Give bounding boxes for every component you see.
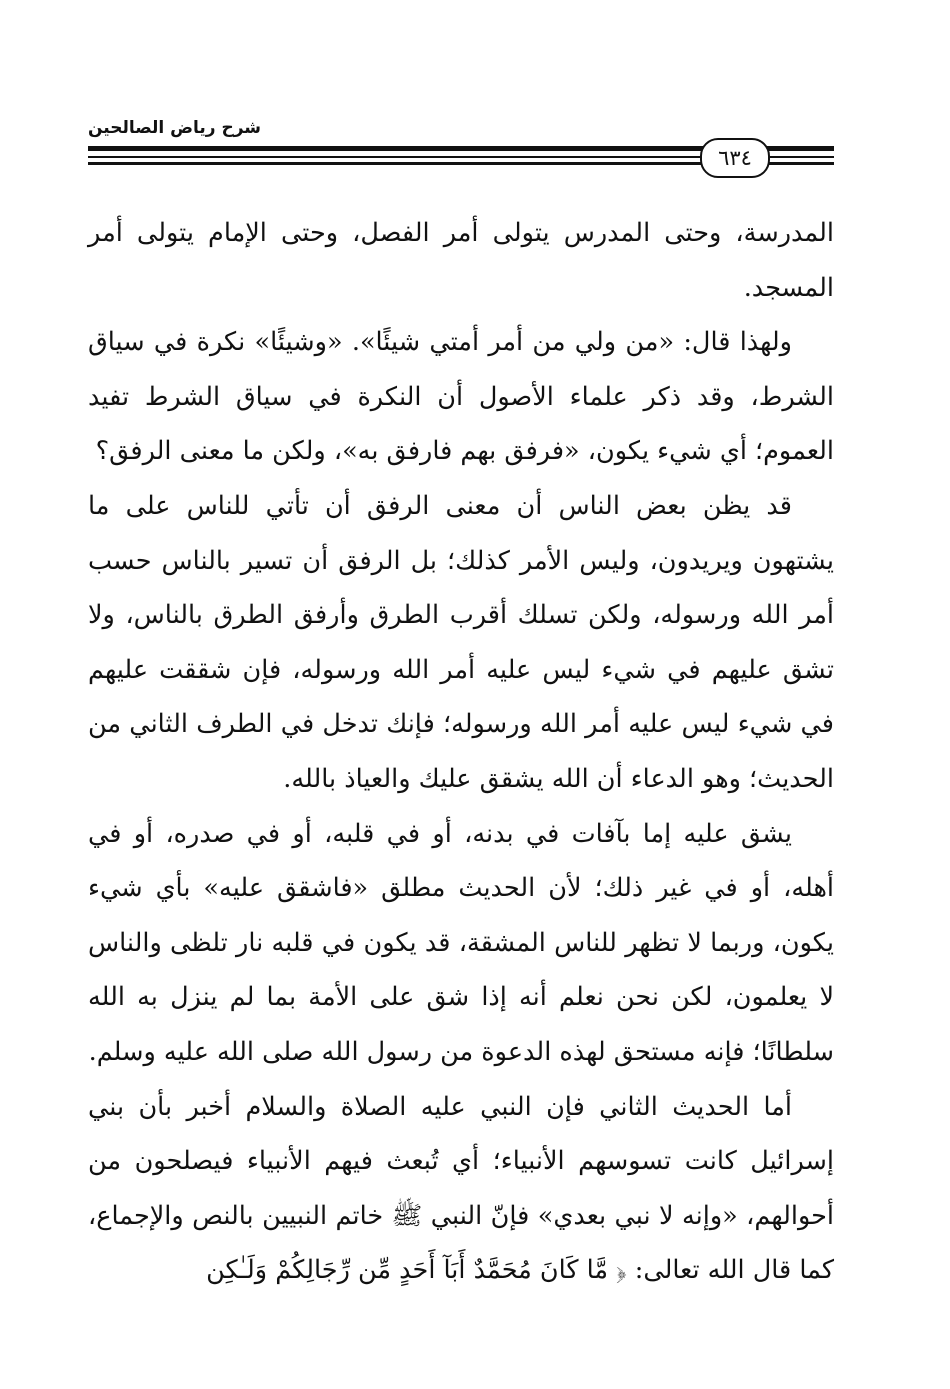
- paragraph: أما الحديث الثاني فإن النبي عليه الصلاة والسلام أخبر بأن بني إسرائيل كانت تسوسهم الأنبياء؛ أي تُبعث فيهم الأنبياء فيصلحون من أحوالهم، «وإنه لا نبي بعدي» فإنّ النبي ﷺ خاتم النبيين بالنص والإجماع، كما قال الله تعالى: ﴿ مَّا كَانَ مُحَمَّدٌ أَبَآ أَحَدٍ مِّن رِّجَالِكُمْ وَلَـٰكِن: [88, 1091, 834, 1286]
- paragraph: ولهذا قال: «من ولي من أمر أمتي شيئًا». «وشيئًا» نكرة في سياق الشرط، وقد ذكر علماء الأصول أن النكرة في سياق الشرط تفيد العموم؛ أي شيء يكون، «فرفق بهم فارفق به»، ولكن ما معنى الرفق؟: [88, 327, 834, 467]
- running-header-title: شرح رياض الصالحين: [88, 118, 262, 138]
- page-number: ٦٣٤: [700, 138, 770, 178]
- paragraph: قد يظن بعض الناس أن معنى الرفق أن تأتي للناس على ما يشتهون ويريدون، وليس الأمر كذلك؛ بل الرفق أن تسير بالناس حسب أمر الله ورسوله، ولكن تسلك أقرب الطرق وأرفق الطرق بالناس، ولا تشق عليهم في شيء ليس عليه أمر الله ورسوله، فإن شققت عليهم في شيء ليس عليه أمر الله ورسوله؛ فإنك تدخل في الطرف الثاني من الحديث؛ وهو الدعاء أن الله يشقق عليك والعياذ بالله.: [88, 490, 834, 794]
- paragraph: يشق عليه إما بآفات في بدنه، أو في قلبه، أو في صدره، أو في أهله، أو في غير ذلك؛ لأن الحديث مطلق «فاشقق عليه» بأي شيء يكون، وربما لا تظهر للناس المشقة، قد يكون في قلبه نار تلظى والناس لا يعلمون، لكن نحن نعلم أنه إذا شق على الأمة بما لم ينزل به الله سلطانًا؛ فإنه مستحق لهذه الدعوة من رسول الله صلى الله عليه وسلم.: [88, 818, 834, 1067]
- body-text: [88, 206, 834, 1298]
- paragraph: المدرسة، وحتى المدرس يتولى أمر الفصل، وحتى الإمام يتولى أمر المسجد.: [88, 218, 834, 303]
